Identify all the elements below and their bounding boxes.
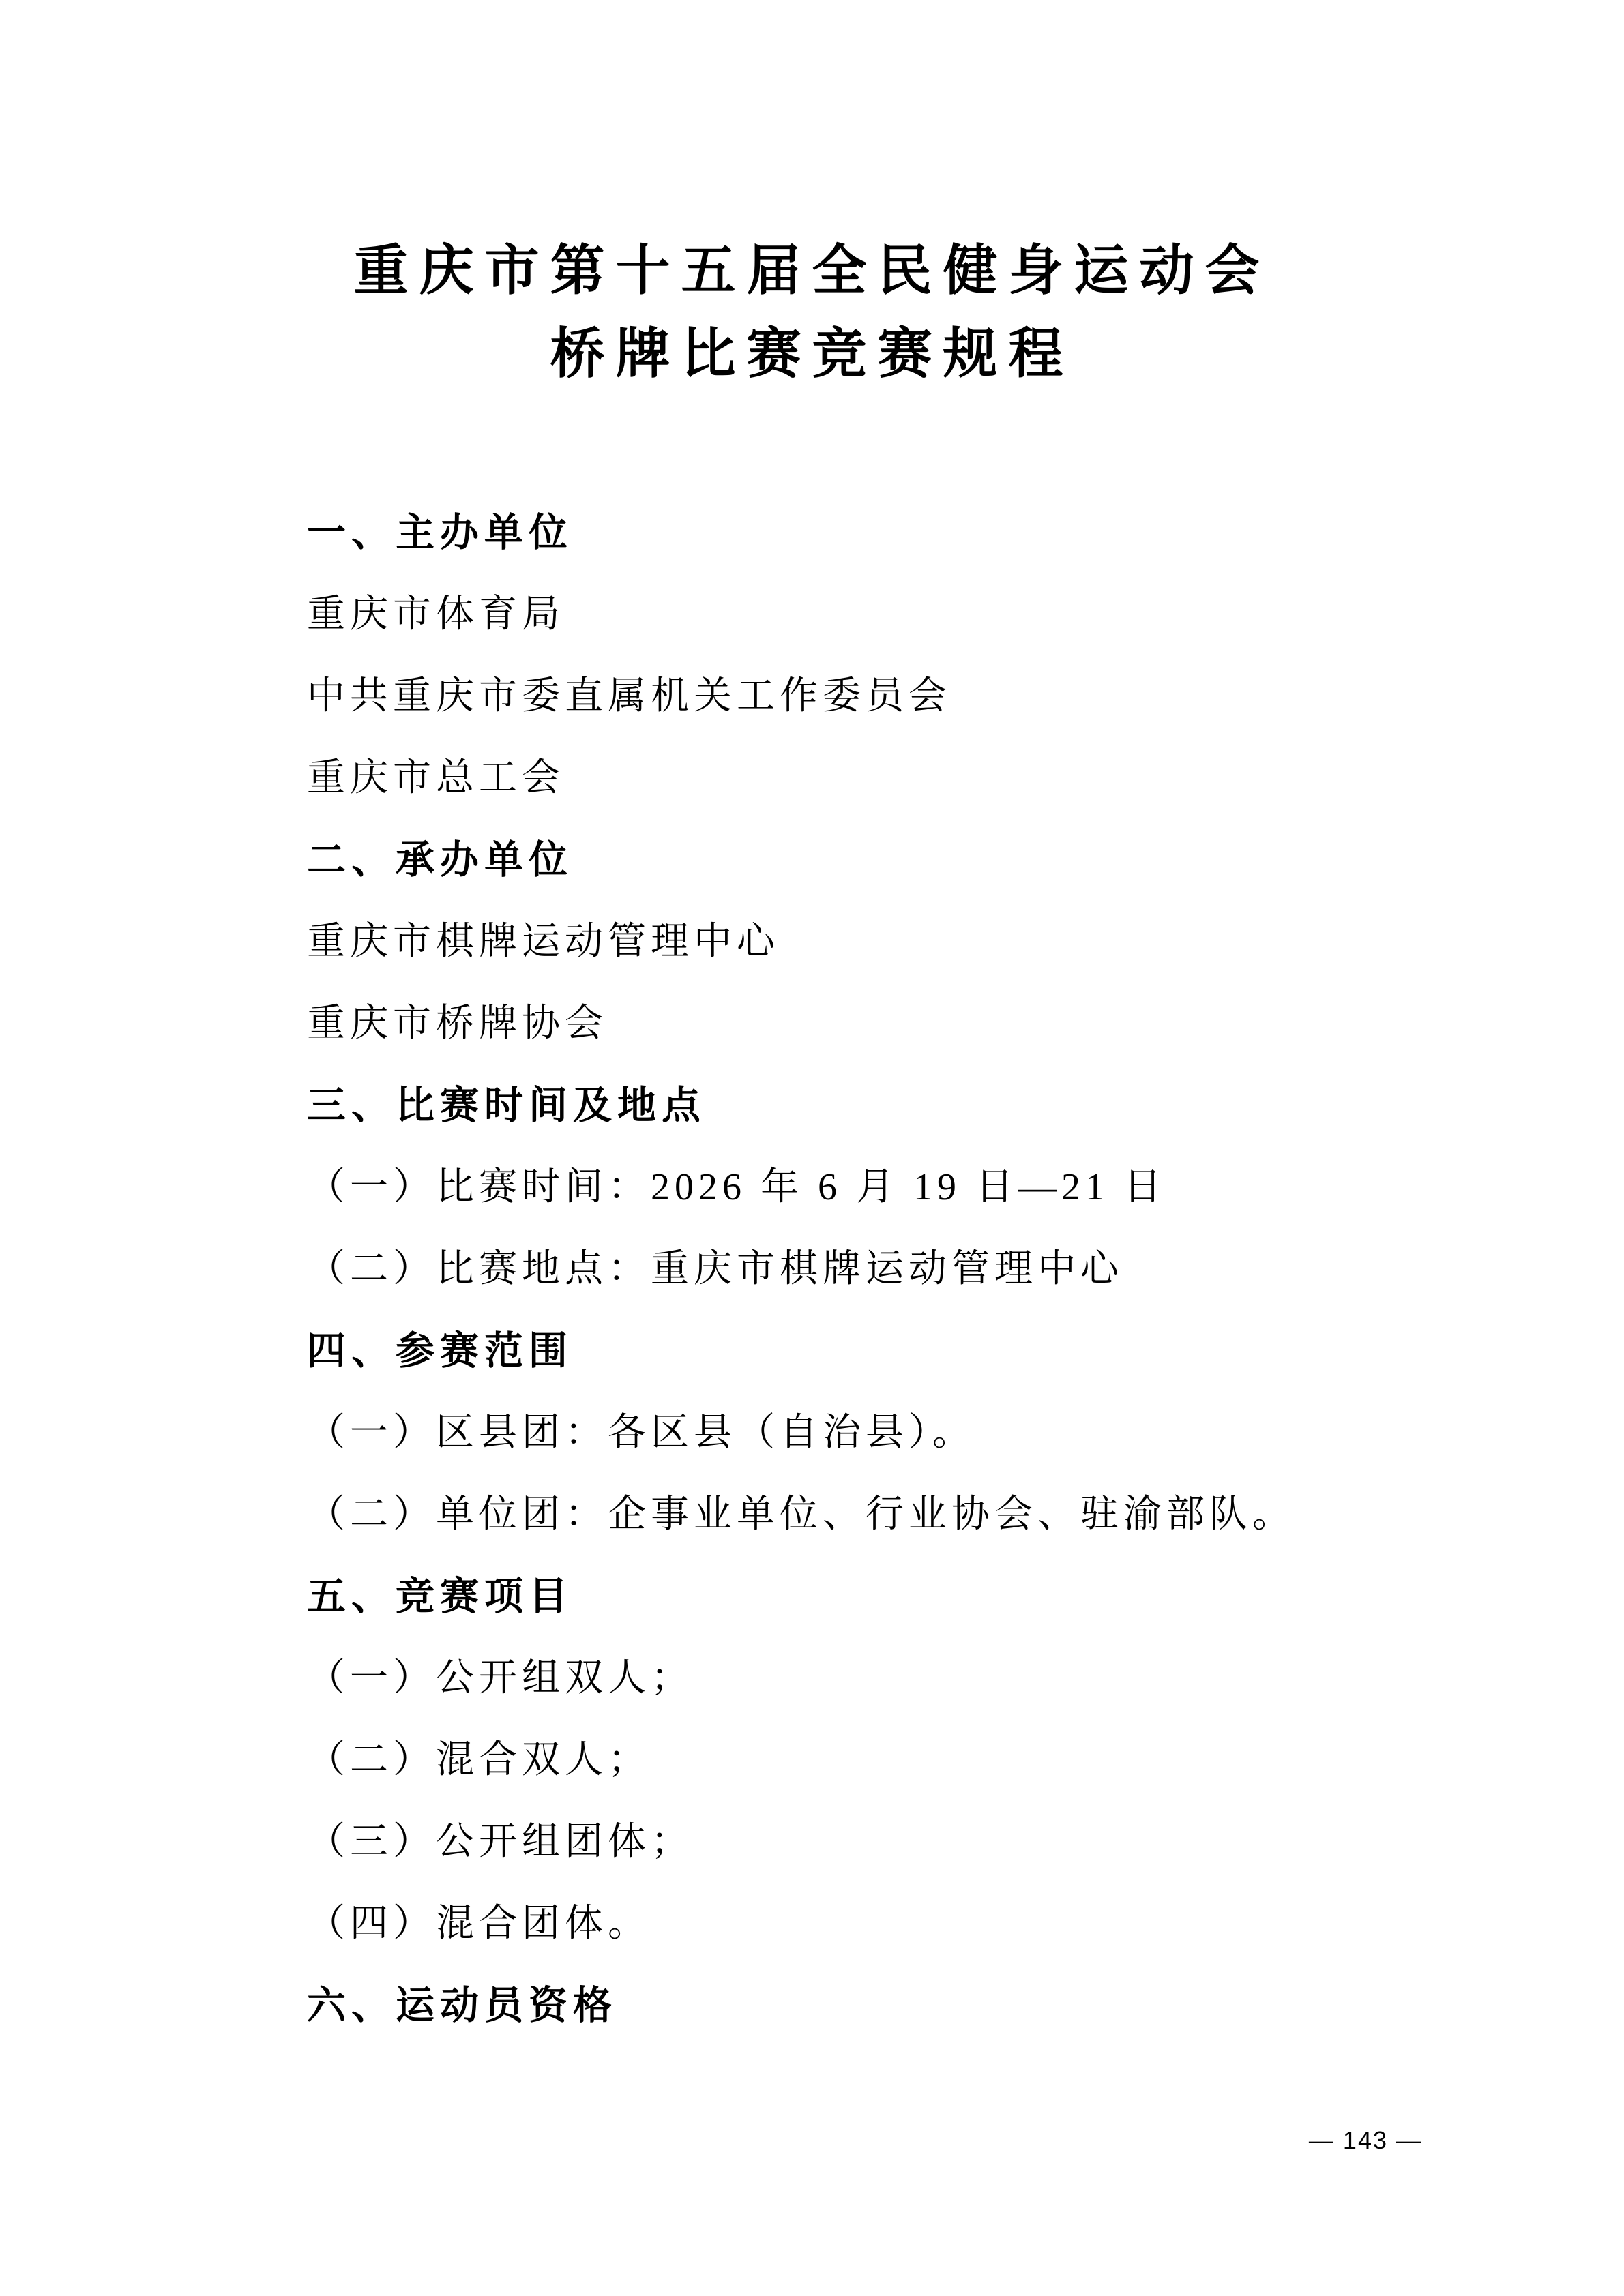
section-heading: 三、比赛时间及地点 — [307, 1084, 706, 1127]
document-title-line-2: 桥牌比赛竞赛规程 — [550, 325, 1074, 385]
body-line: （二）比赛地点：重庆市棋牌运动管理中心 — [307, 1248, 1123, 1290]
body-line: 中共重庆市委直属机关工作委员会 — [307, 675, 951, 717]
section-heading: 六、运动员资格 — [307, 1984, 617, 2027]
section-heading: 五、竞赛项目 — [307, 1575, 573, 1618]
body-line: 重庆市总工会 — [307, 757, 565, 799]
section-heading: 四、参赛范围 — [307, 1329, 573, 1373]
body-line: 重庆市体育局 — [307, 593, 565, 636]
body-line: （一）公开组双人； — [307, 1657, 694, 1699]
section-heading: 二、承办单位 — [307, 838, 573, 882]
body-line: （四）混合团体。 — [307, 1903, 651, 1945]
body-line: （二）单位团：企事业单位、行业协会、驻渝部队。 — [307, 1493, 1295, 1536]
body-line: （一）比赛时间：2026 年 6 月 19 日—21 日 — [307, 1166, 1166, 1208]
page-number: — 143 — — [1308, 2126, 1422, 2154]
body-line: 重庆市棋牌运动管理中心 — [307, 921, 780, 963]
document-title-line-1: 重庆市第十五届全民健身运动会 — [353, 241, 1271, 301]
section-heading: 一、主办单位 — [307, 511, 573, 554]
body-line: （二）混合双人； — [307, 1739, 651, 1781]
body-line: 重庆市桥牌协会 — [307, 1002, 608, 1045]
body-line: （一）区县团：各区县（自治县）。 — [307, 1412, 975, 1454]
body-line: （三）公开组团体； — [307, 1821, 694, 1863]
document-body — [307, 488, 1488, 2043]
document-title — [0, 230, 1624, 396]
